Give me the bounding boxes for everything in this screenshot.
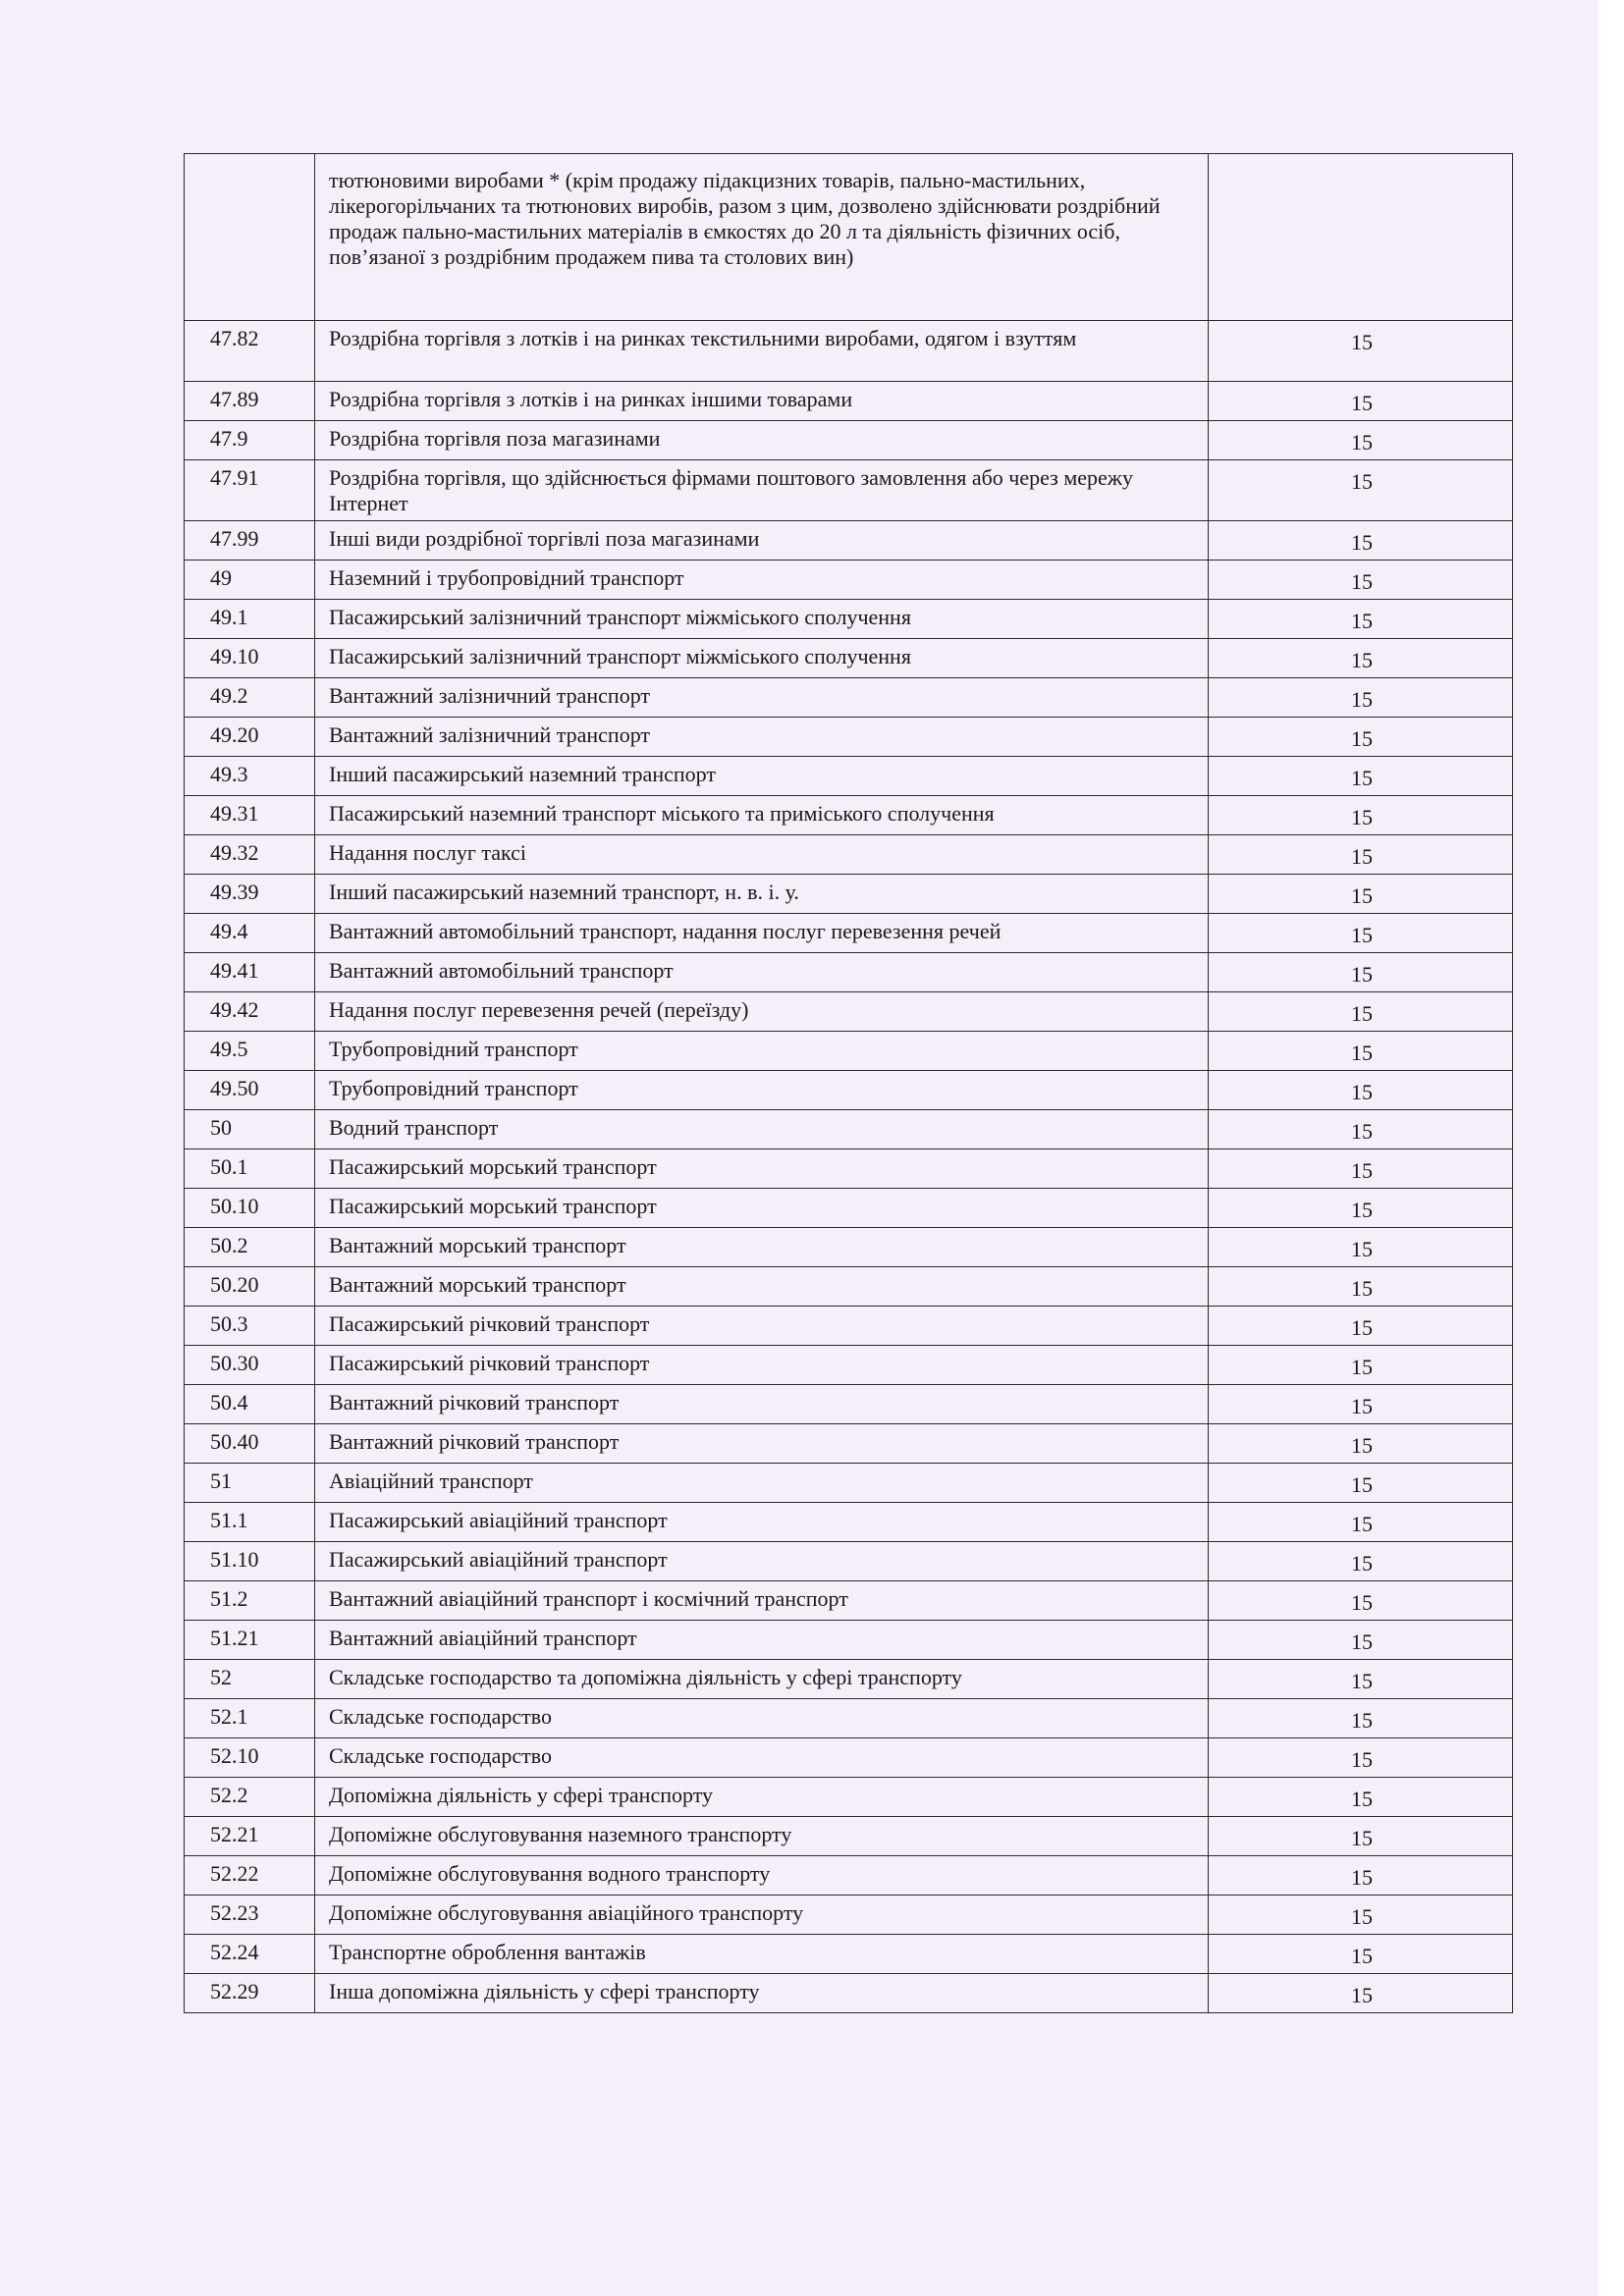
activity-code: 50.2 (185, 1228, 315, 1267)
activity-code: 47.99 (185, 521, 315, 561)
activity-code: 49 (185, 561, 315, 600)
activity-name: Інший пасажирський наземний транспорт (315, 757, 1209, 796)
activity-name: Транспортне оброблення вантажів (315, 1935, 1209, 1974)
activity-name: Вантажний авіаційний транспорт і космічний транспорт (315, 1581, 1209, 1621)
rate-value: 15 (1209, 1974, 1513, 2013)
activity-name: Пасажирський авіаційний транспорт (315, 1503, 1209, 1542)
activity-name: Пасажирський річковий транспорт (315, 1307, 1209, 1346)
table-row (185, 1778, 1513, 1817)
table-row (185, 1542, 1513, 1581)
activity-code: 51.21 (185, 1621, 315, 1660)
activity-name: Вантажний автомобільний транспорт, надання послуг перевезення речей (315, 914, 1209, 953)
rate-value: 15 (1209, 1189, 1513, 1228)
rate-value: 15 (1209, 1228, 1513, 1267)
activity-code: 51.1 (185, 1503, 315, 1542)
table-row (185, 875, 1513, 914)
rate-value: 15 (1209, 561, 1513, 600)
activity-name: Роздрібна торгівля з лотків і на ринках іншими товарами (315, 382, 1209, 421)
activity-code: 51.10 (185, 1542, 315, 1581)
rate-value: 15 (1209, 678, 1513, 718)
activity-name: Трубопровідний транспорт (315, 1032, 1209, 1071)
activity-name: Вантажний залізничний транспорт (315, 718, 1209, 757)
rate-value: 15 (1209, 1032, 1513, 1071)
activity-code: 50 (185, 1110, 315, 1149)
table-row (185, 1189, 1513, 1228)
activity-name: Пасажирський річковий транспорт (315, 1346, 1209, 1385)
activity-code: 52.1 (185, 1699, 315, 1738)
activity-code: 52.24 (185, 1935, 315, 1974)
rate-value: 15 (1209, 382, 1513, 421)
table-row (185, 321, 1513, 382)
activity-name: Надання послуг таксі (315, 835, 1209, 875)
rate-value: 15 (1209, 1896, 1513, 1935)
activity-name: Допоміжне обслуговування водного транспорту (315, 1856, 1209, 1896)
activity-name: Складське господарство (315, 1738, 1209, 1778)
table-row (185, 1581, 1513, 1621)
table-row (185, 521, 1513, 561)
activity-name: Складське господарство (315, 1699, 1209, 1738)
activity-code: 49.50 (185, 1071, 315, 1110)
activity-code: 47.82 (185, 321, 315, 382)
rate-value: 15 (1209, 1660, 1513, 1699)
table-row (185, 796, 1513, 835)
activity-code: 47.9 (185, 421, 315, 460)
activity-name: Пасажирський авіаційний транспорт (315, 1542, 1209, 1581)
activity-code: 49.41 (185, 953, 315, 992)
table-row (185, 1660, 1513, 1699)
table-row (185, 1856, 1513, 1896)
rate-value: 15 (1209, 1503, 1513, 1542)
activity-name: Водний транспорт (315, 1110, 1209, 1149)
table-row (185, 1385, 1513, 1424)
activity-code: 52.22 (185, 1856, 315, 1896)
rate-value: 15 (1209, 1935, 1513, 1974)
rate-value: 15 (1209, 1464, 1513, 1503)
table-row (185, 460, 1513, 521)
table-row (185, 1503, 1513, 1542)
activity-code: 49.10 (185, 639, 315, 678)
table-row (185, 718, 1513, 757)
activity-code: 49.2 (185, 678, 315, 718)
table-row (185, 1738, 1513, 1778)
activity-code: 50.4 (185, 1385, 315, 1424)
activity-code: 51.2 (185, 1581, 315, 1621)
activity-code: 49.39 (185, 875, 315, 914)
rate-value: 15 (1209, 953, 1513, 992)
activity-name: Роздрібна торгівля з лотків і на ринках текстильними виробами, одягом і взуттям (315, 321, 1209, 382)
activity-name: Наземний і трубопровідний транспорт (315, 561, 1209, 600)
activity-name: Складське господарство та допоміжна діяльність у сфері транспорту (315, 1660, 1209, 1699)
activity-code: 52.23 (185, 1896, 315, 1935)
activity-name: Вантажний авіаційний транспорт (315, 1621, 1209, 1660)
activity-code: 50.1 (185, 1149, 315, 1189)
table-row (185, 1896, 1513, 1935)
rate-value: 15 (1209, 1817, 1513, 1856)
rate-value: 15 (1209, 321, 1513, 382)
table-row (185, 639, 1513, 678)
table-row (185, 953, 1513, 992)
table-row (185, 992, 1513, 1032)
rate-value: 15 (1209, 1856, 1513, 1896)
rate-value: 15 (1209, 1738, 1513, 1778)
activity-name: Авіаційний транспорт (315, 1464, 1209, 1503)
table-row (185, 1307, 1513, 1346)
table-row (185, 835, 1513, 875)
table-row (185, 1032, 1513, 1071)
page-edge (1598, 0, 1624, 2296)
activity-code: 50.10 (185, 1189, 315, 1228)
activity-name: Трубопровідний транспорт (315, 1071, 1209, 1110)
activity-name: Допоміжна діяльність у сфері транспорту (315, 1778, 1209, 1817)
rate-value: 15 (1209, 1621, 1513, 1660)
activity-code: 52 (185, 1660, 315, 1699)
activity-code: 47.89 (185, 382, 315, 421)
activity-code: 50.30 (185, 1346, 315, 1385)
activity-name: Вантажний річковий транспорт (315, 1424, 1209, 1464)
table-row (185, 1424, 1513, 1464)
rate-value: 15 (1209, 1149, 1513, 1189)
activity-code: 49.42 (185, 992, 315, 1032)
rate-value: 15 (1209, 639, 1513, 678)
rate-value: 15 (1209, 521, 1513, 561)
rate-value: 15 (1209, 835, 1513, 875)
activity-code: 50.3 (185, 1307, 315, 1346)
table-row (185, 1228, 1513, 1267)
activity-name: Роздрібна торгівля поза магазинами (315, 421, 1209, 460)
table-row (185, 678, 1513, 718)
activity-code: 50.20 (185, 1267, 315, 1307)
rate-value: 15 (1209, 992, 1513, 1032)
rate-value: 15 (1209, 1071, 1513, 1110)
rate-value: 15 (1209, 460, 1513, 521)
activity-name: Вантажний морський транспорт (315, 1267, 1209, 1307)
activity-code: 49.32 (185, 835, 315, 875)
rate-value: 15 (1209, 1581, 1513, 1621)
activity-name: Допоміжне обслуговування наземного транспорту (315, 1817, 1209, 1856)
activity-name: Пасажирський залізничний транспорт міжміського сполучення (315, 600, 1209, 639)
activity-name: Інші види роздрібної торгівлі поза магазинами (315, 521, 1209, 561)
table-row (185, 1699, 1513, 1738)
table-row (185, 561, 1513, 600)
table-row (185, 382, 1513, 421)
table-row (185, 757, 1513, 796)
activity-code: 49.31 (185, 796, 315, 835)
table-row (185, 1974, 1513, 2013)
rate-value: 15 (1209, 1778, 1513, 1817)
table-row (185, 914, 1513, 953)
rate-value: 15 (1209, 1267, 1513, 1307)
table-row (185, 600, 1513, 639)
activity-code: 49.3 (185, 757, 315, 796)
rate-value: 15 (1209, 421, 1513, 460)
table-row (185, 1935, 1513, 1974)
activity-rate-table (184, 153, 1513, 2013)
rate-value: 15 (1209, 796, 1513, 835)
activity-code: 52.10 (185, 1738, 315, 1778)
table-row (185, 1346, 1513, 1385)
activity-name: Роздрібна торгівля, що здійснюється фірмами поштового замовлення або через мережу Інтернет (315, 460, 1209, 521)
table-row (185, 1621, 1513, 1660)
rate-value: 15 (1209, 914, 1513, 953)
table-row (185, 1464, 1513, 1503)
activity-code: 51 (185, 1464, 315, 1503)
activity-name: Пасажирський морський транспорт (315, 1149, 1209, 1189)
table-row (185, 1149, 1513, 1189)
table-body (185, 154, 1513, 2013)
table-row (185, 1267, 1513, 1307)
rate-value: 15 (1209, 718, 1513, 757)
activity-code: 52.21 (185, 1817, 315, 1856)
rate-value: 15 (1209, 1385, 1513, 1424)
rate-value: 15 (1209, 1424, 1513, 1464)
rate-value: 15 (1209, 1110, 1513, 1149)
rate-value: 15 (1209, 875, 1513, 914)
activity-code: 49.5 (185, 1032, 315, 1071)
activity-name: Вантажний морський транспорт (315, 1228, 1209, 1267)
rate-value: 15 (1209, 1542, 1513, 1581)
activity-name: Вантажний автомобільний транспорт (315, 953, 1209, 992)
activity-name: Інший пасажирський наземний транспорт, н. в. і. у. (315, 875, 1209, 914)
rate-value: 15 (1209, 757, 1513, 796)
activity-name: Інша допоміжна діяльність у сфері транспорту (315, 1974, 1209, 2013)
table-row (185, 421, 1513, 460)
table-row (185, 1071, 1513, 1110)
table-row (185, 1817, 1513, 1856)
table-row (185, 154, 1513, 321)
rate-value: 15 (1209, 600, 1513, 639)
activity-code: 52.2 (185, 1778, 315, 1817)
activity-name: тютюновими виробами * (крім продажу підакцизних товарів, пально-мастильних, лікерогорільчаних та тютюнових виробів, разом з цим, дозволено здійснювати роздрібний продаж пально-мастильних матеріалів в ємкостях до 20 л та діяльність фізичних осіб, пов’язаної з роздрібним продажем пива та столових вин) (315, 154, 1209, 321)
activity-name: Вантажний залізничний транспорт (315, 678, 1209, 718)
rate-value (1209, 154, 1513, 321)
activity-name: Надання послуг перевезення речей (переїзду) (315, 992, 1209, 1032)
activity-code: 49.1 (185, 600, 315, 639)
table-row (185, 1110, 1513, 1149)
activity-code: 50.40 (185, 1424, 315, 1464)
rate-value: 15 (1209, 1346, 1513, 1385)
activity-name: Пасажирський наземний транспорт міського та приміського сполучення (315, 796, 1209, 835)
rate-value: 15 (1209, 1699, 1513, 1738)
rate-value: 15 (1209, 1307, 1513, 1346)
activity-name: Допоміжне обслуговування авіаційного транспорту (315, 1896, 1209, 1935)
activity-code: 47.91 (185, 460, 315, 521)
activity-code: 49.20 (185, 718, 315, 757)
activity-name: Вантажний річковий транспорт (315, 1385, 1209, 1424)
activity-code (185, 154, 315, 321)
activity-name: Пасажирський залізничний транспорт міжміського сполучення (315, 639, 1209, 678)
activity-code: 52.29 (185, 1974, 315, 2013)
activity-code: 49.4 (185, 914, 315, 953)
activity-name: Пасажирський морський транспорт (315, 1189, 1209, 1228)
